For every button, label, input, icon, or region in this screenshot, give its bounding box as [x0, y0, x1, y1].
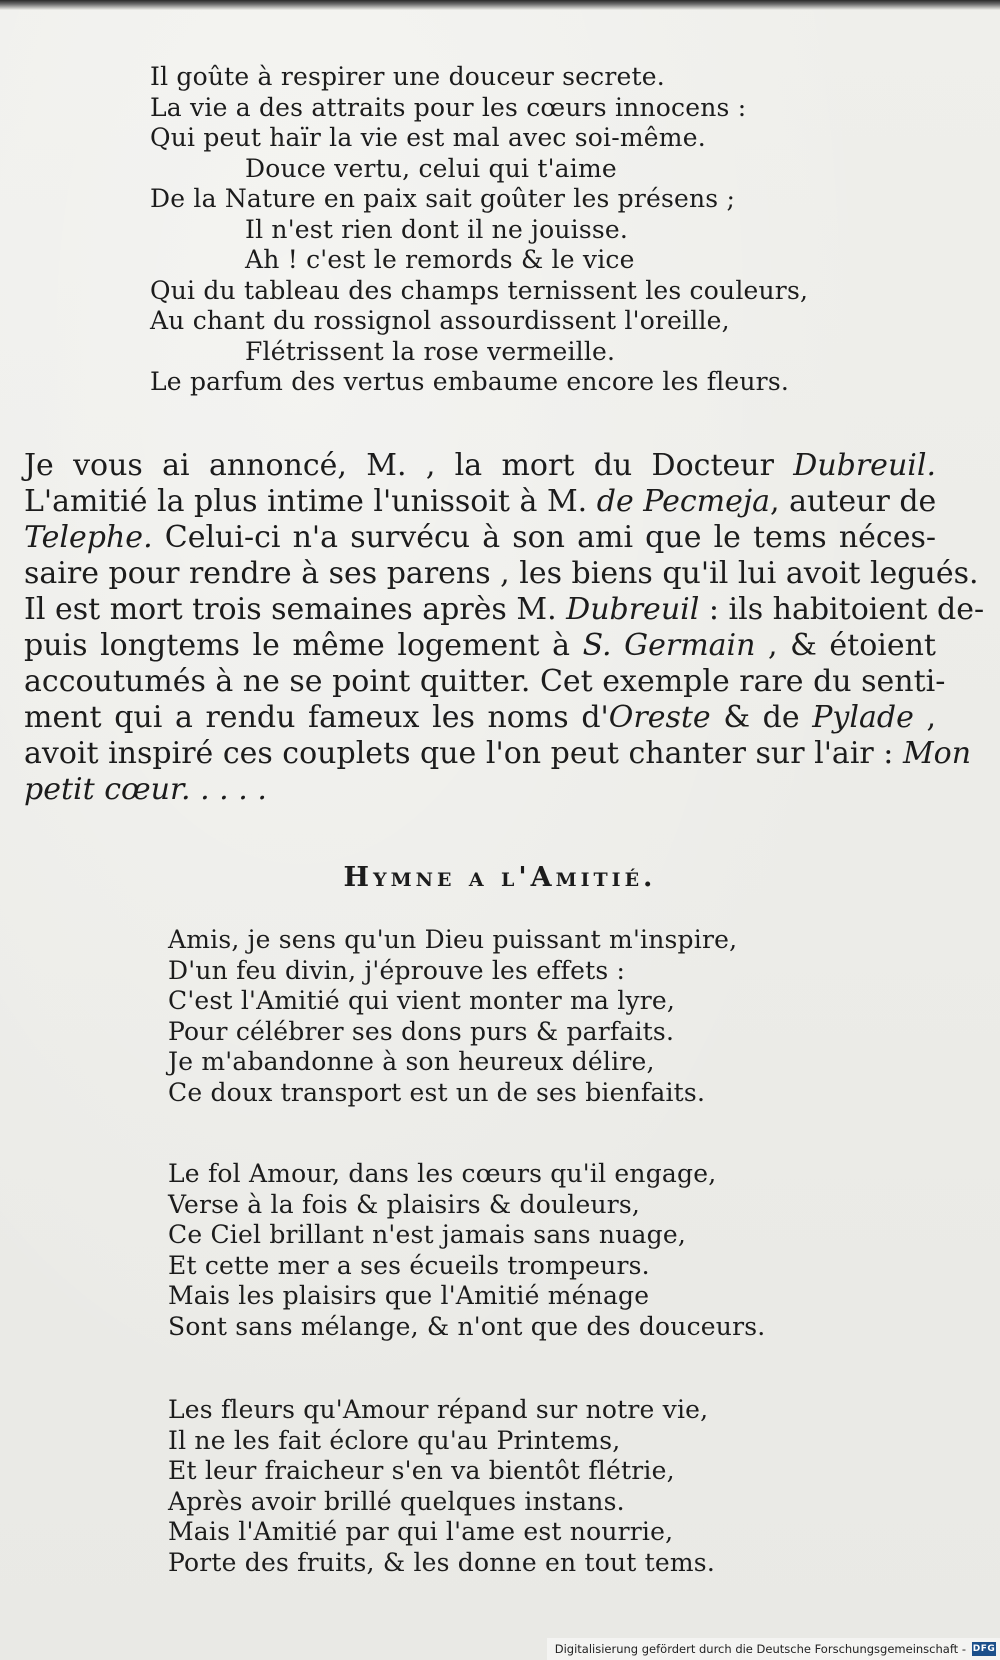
verse-line: Qui du tableau des champs ternissent les couleurs, — [150, 275, 809, 305]
hymn-line: Mais les plaisirs que l'Amitié ménage — [168, 1281, 650, 1310]
hymn-line: Pour célébrer ses dons purs & parfaits. — [168, 1016, 675, 1046]
hymn-line: Amis, je sens qu'un Dieu puissant m'inspire, — [168, 925, 738, 954]
prose-text: Il est mort trois semaines après M. — [24, 592, 567, 627]
prose-line — [24, 772, 936, 808]
italic-text: de Pecmeja — [596, 484, 771, 519]
verse-line: Ah ! c'est le remords & le vice — [245, 245, 635, 274]
hymn-line: Ce doux transport est un de ses bienfaits. — [168, 1077, 706, 1107]
prose-text: : ils habitoient de- — [699, 592, 985, 627]
italic-text: Telephe. — [24, 520, 153, 555]
prose-text: Je vous ai annoncé, M. , la mort du Docteur — [24, 448, 794, 483]
verse-line: Flétrissent la rose vermeille. — [245, 336, 616, 366]
hymn-line: Et cette mer a ses écueils trompeurs. — [168, 1250, 650, 1280]
prose-paragraph — [24, 448, 985, 808]
verse-line: Douce vertu, celui qui t'aime — [245, 153, 617, 183]
italic-text: Oreste — [608, 700, 711, 735]
hymn-line: Sont sans mélange, & n'ont que des douceurs. — [168, 1311, 766, 1341]
hymn-line: Mais l'Amitié par qui l'ame est nourrie, — [168, 1517, 674, 1546]
prose-text: avoit inspiré ces couplets que l'on peut chanter sur l'air : — [24, 736, 903, 771]
hymn-line: Il ne les fait éclore qu'au Printems, — [168, 1425, 621, 1455]
italic-text: Mon — [902, 736, 972, 771]
prose-line — [24, 484, 936, 520]
verse-line: De la Nature en paix sait goûter les présens ; — [150, 184, 736, 213]
verse-line: Le parfum des vertus embaume encore les fleurs. — [150, 367, 790, 396]
prose-text: puis longtems le même logement à — [24, 628, 583, 663]
prose-text: ment qui a rendu fameux les noms d' — [24, 700, 609, 735]
verse-line: Il n'est rien dont il ne jouisse. — [245, 214, 629, 244]
prose-line — [24, 736, 972, 772]
hymn-line: Je m'abandonne à son heureux délire, — [168, 1047, 655, 1076]
verse-line: La vie a des attraits pour les cœurs innocens : — [150, 92, 747, 122]
page-top-edge — [0, 0, 1000, 10]
prose-text: & de — [710, 700, 813, 735]
prose-text: , auteur de — [770, 484, 937, 519]
dfg-logo: DFG — [972, 1644, 996, 1654]
italic-text: Pylade — [812, 700, 914, 735]
italic-text: Dubreuil. — [793, 448, 936, 483]
prose-text: accoutumés à ne se point quitter. Cet exemple rare du senti- — [24, 664, 946, 699]
prose-text: L'amitié la plus intime l'unissoit à M. — [24, 484, 597, 519]
digitization-footer — [547, 1638, 1000, 1660]
prose-text: saire pour rendre à ses parens , les biens qu'il lui avoit legués. — [24, 556, 979, 591]
footer-credit-text: Digitalisierung gefördert durch die Deutsche Forschungsgemeinschaft - — [554, 1642, 966, 1656]
hymn-line: Verse à la fois & plaisirs & douleurs, — [168, 1189, 641, 1219]
hymn-line: Après avoir brillé quelques instans. — [168, 1486, 625, 1516]
prose-line — [24, 664, 946, 700]
hymn-line: Ce Ciel brillant n'est jamais sans nuage, — [168, 1220, 686, 1249]
prose-text: , — [913, 700, 936, 735]
hymn-title: Hymne a l'Amitié. — [343, 862, 657, 893]
hymn-line: Et leur fraicheur s'en va bientôt flétrie, — [168, 1456, 675, 1485]
hymn-line: D'un feu divin, j'éprouve les effets : — [168, 955, 626, 985]
verse-line: Il goûte à respirer une douceur secrete. — [150, 62, 665, 91]
prose-text: Celui-ci n'a survécu à son ami que le tems néces- — [152, 520, 936, 555]
prose-line — [24, 520, 936, 556]
prose-line — [24, 628, 936, 664]
italic-text: Dubreuil — [566, 592, 700, 627]
verse-line: Qui peut haïr la vie est mal avec soi-même. — [150, 123, 706, 152]
hymn-stanza-1 — [168, 925, 737, 1108]
prose-line — [24, 700, 936, 736]
prose-line — [24, 448, 936, 484]
italic-text: S. Germain — [582, 628, 756, 663]
italic-text: petit cœur. . . . . — [24, 772, 267, 807]
prose-line — [24, 592, 985, 628]
hymn-stanza-3 — [168, 1395, 715, 1578]
hymn-line: Porte des fruits, & les donne en tout tems. — [168, 1547, 715, 1577]
hymn-line: C'est l'Amitié qui vient monter ma lyre, — [168, 986, 676, 1015]
hymn-stanza-2 — [168, 1159, 765, 1342]
verse-line: Au chant du rossignol assourdissent l'oreille, — [150, 306, 730, 335]
hymn-line: Le fol Amour, dans les cœurs qu'il engage, — [168, 1159, 717, 1188]
opening-verse — [150, 62, 808, 398]
prose-line — [24, 556, 979, 592]
prose-text: , & étoient — [755, 628, 936, 663]
hymn-line: Les fleurs qu'Amour répand sur notre vie, — [168, 1395, 709, 1424]
